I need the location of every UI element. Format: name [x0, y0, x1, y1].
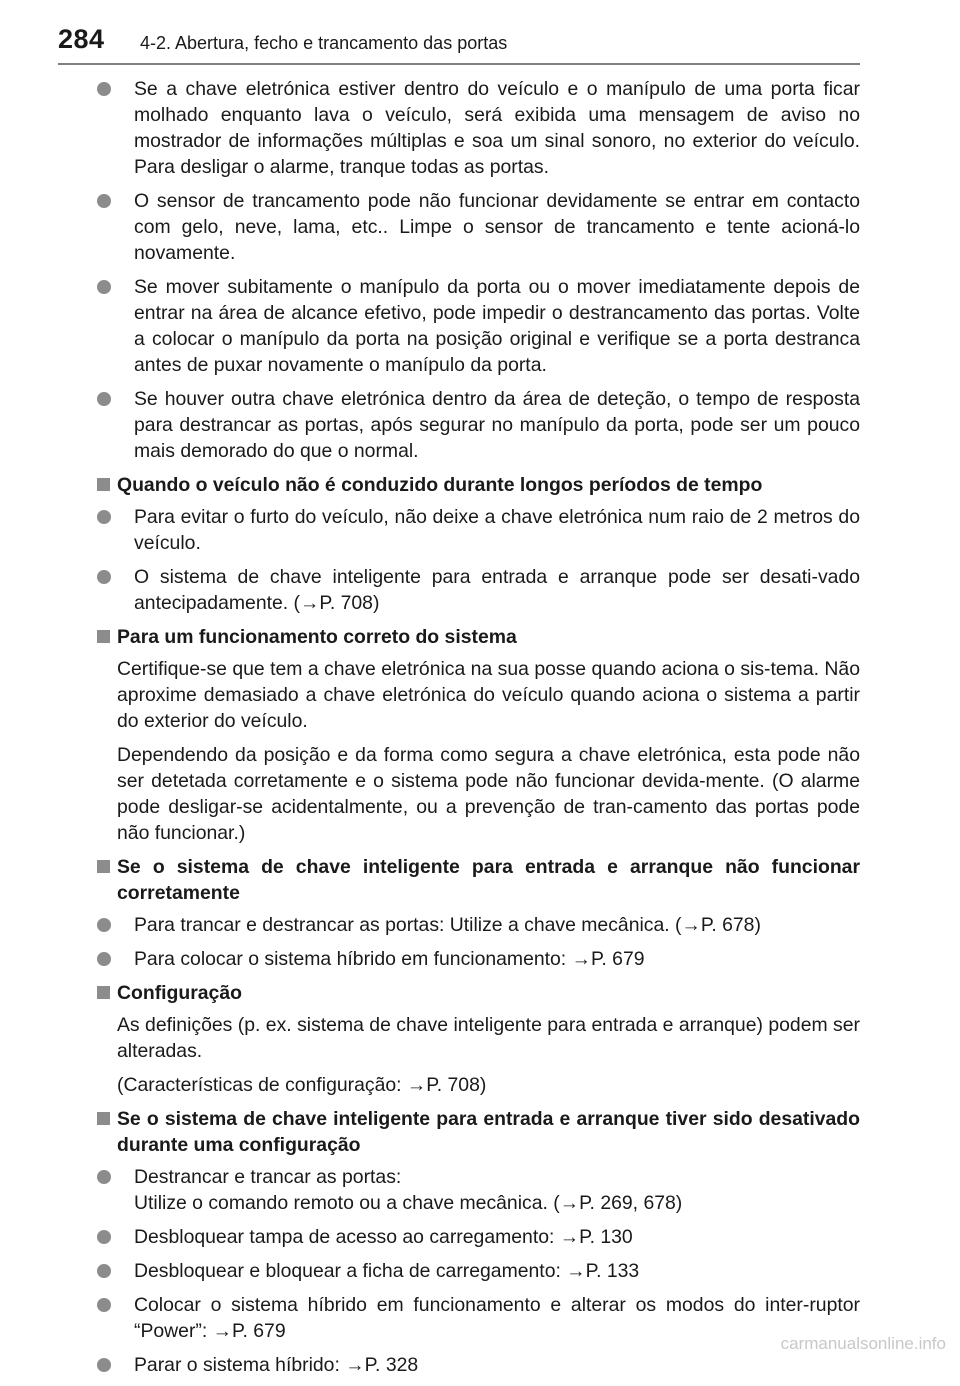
bullet-text: Parar o sistema híbrido: →P. 328	[134, 1354, 419, 1376]
bullet-text: Se mover subitamente o manípulo da porta ou o mover imediatamente depois de entrar na área de alcance efetivo, pode impedir o destrancamento das portas. Volte a colocar o manípulo da porta na posição original e verifique se a porta destranca antes de puxar novamente o manípulo da porta.	[134, 276, 860, 376]
section-heading	[97, 1106, 860, 1158]
page-number: 284	[58, 24, 105, 54]
list-item	[97, 504, 860, 556]
list-item	[97, 386, 860, 464]
section-heading	[97, 624, 860, 650]
heading-text: Para um funcionamento correto do sistema	[117, 626, 517, 648]
bullet-dot-icon	[97, 194, 111, 208]
bullet-dot-icon	[97, 918, 111, 932]
bullet-text: Para evitar o furto do veículo, não deixe a chave eletrónica num raio de 2 metros do veículo.	[134, 506, 860, 554]
bullet-dot-icon	[97, 952, 111, 966]
heading-square-icon	[97, 860, 110, 873]
list-item	[97, 912, 860, 938]
list-item	[97, 274, 860, 378]
heading-square-icon	[97, 1112, 110, 1125]
page-content	[97, 76, 860, 1386]
body-paragraph: Certifique-se que tem a chave eletrónica na sua posse quando aciona o sis-tema. Não aproxime demasiado a chave eletrónica do veículo quando aciona o sistema a partir do exterior do veículo.	[117, 658, 860, 732]
list-item	[97, 1164, 860, 1216]
bullet-dot-icon	[97, 1170, 111, 1184]
list-item	[97, 946, 860, 972]
bullet-dot-icon	[97, 1298, 111, 1312]
body-paragraph: (Características de configuração: →P. 708)	[117, 1074, 487, 1096]
list-item	[97, 564, 860, 616]
bullet-text: Desbloquear e bloquear a ficha de carregamento: →P. 133	[134, 1260, 640, 1282]
list-item	[97, 1292, 860, 1344]
list-item	[97, 1258, 860, 1284]
heading-square-icon	[97, 986, 110, 999]
bullet-dot-icon	[97, 1358, 111, 1372]
list-item	[97, 188, 860, 266]
heading-text: Se o sistema de chave inteligente para entrada e arranque tiver sido desativado durante uma configuração	[117, 1108, 860, 1156]
bullet-dot-icon	[97, 82, 111, 96]
bullet-dot-icon	[97, 392, 111, 406]
body-paragraph: Dependendo da posição e da forma como segura a chave eletrónica, esta pode não ser detetada corretamente e o sistema pode não funcionar devida-mente. (O alarme pode desligar-se acidentalmente, ou a prevenção de tran-camento das portas pode não funcionar.)	[117, 744, 860, 844]
heading-text: Se o sistema de chave inteligente para entrada e arranque não funcionar corretamente	[117, 856, 860, 904]
bullet-dot-icon	[97, 280, 111, 294]
site-watermark: carmanualsonline.info	[780, 1334, 946, 1353]
section-heading	[97, 472, 860, 498]
bullet-text: Para colocar o sistema híbrido em funcionamento: →P. 679	[134, 948, 645, 970]
bullet-dot-icon	[97, 510, 111, 524]
header-divider	[58, 63, 860, 65]
page-header	[0, 0, 960, 56]
section-heading	[97, 980, 860, 1006]
list-item	[97, 1224, 860, 1250]
bullet-text: Se houver outra chave eletrónica dentro da área de deteção, o tempo de resposta para destrancar as portas, após segurar no manípulo da porta, pode ser um pouco mais demorado do que o normal.	[134, 388, 860, 462]
heading-square-icon	[97, 630, 110, 643]
list-item	[97, 1352, 860, 1378]
section-title: 4-2. Abertura, fecho e trancamento das portas	[140, 33, 508, 53]
body-paragraph: As definições (p. ex. sistema de chave inteligente para entrada e arranque) podem ser alteradas.	[117, 1014, 860, 1062]
bullet-text: Desbloquear tampa de acesso ao carregamento: →P. 130	[134, 1226, 633, 1248]
list-item	[97, 76, 860, 180]
heading-square-icon	[97, 478, 110, 491]
bullet-text-line: Utilize o comando remoto ou a chave mecânica. (→P. 269, 678)	[134, 1192, 683, 1214]
bullet-text: Para trancar e destrancar as portas: Utilize a chave mecânica. (→P. 678)	[134, 914, 761, 936]
bullet-dot-icon	[97, 1230, 111, 1244]
bullet-text: O sistema de chave inteligente para entrada e arranque pode ser desati-vado antecipadamente. (→P. 708)	[134, 566, 860, 614]
heading-text: Configuração	[117, 982, 242, 1004]
bullet-dot-icon	[97, 570, 111, 584]
bullet-text-line: Destrancar e trancar as portas:	[134, 1166, 402, 1188]
bullet-text: Se a chave eletrónica estiver dentro do veículo e o manípulo de uma porta ficar molhado enquanto lava o veículo, será exibida uma mensagem de aviso no mostrador de informações múltiplas e soa um sinal sonoro, no exterior do veículo. Para desligar o alarme, tranque todas as portas.	[134, 78, 860, 178]
heading-text: Quando o veículo não é conduzido durante longos períodos de tempo	[117, 474, 763, 496]
section-heading	[97, 854, 860, 906]
bullet-text: O sensor de trancamento pode não funcionar devidamente se entrar em contacto com gelo, neve, lama, etc.. Limpe o sensor de trancamento e tente acioná-lo novamente.	[134, 190, 860, 264]
bullet-dot-icon	[97, 1264, 111, 1278]
bullet-text: Colocar o sistema híbrido em funcionamento e alterar os modos do inter-ruptor “Power”: →P. 679	[134, 1294, 860, 1342]
